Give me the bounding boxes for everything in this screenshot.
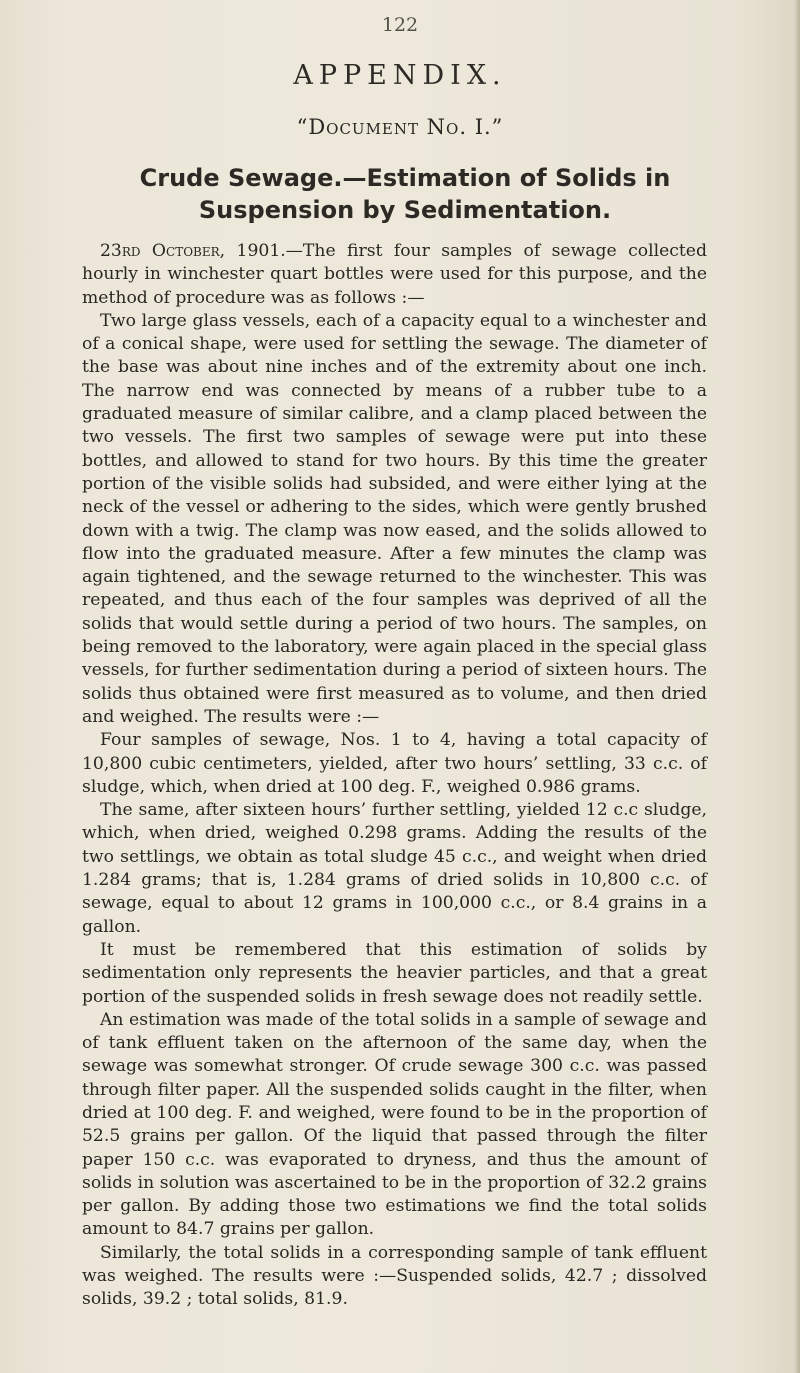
date-lead: 23rd October, 1901.	[100, 241, 286, 261]
paragraph-5: It must be remembered that this estimation of solids by sedimentation only represents the heavier particles, and that a great portion of the suspended solids in fresh sewage does not readily settle.	[82, 939, 707, 1007]
paragraph-1	[82, 240, 707, 310]
page-number: 122	[381, 14, 419, 36]
paragraph-2: Two large glass vessels, each of a capacity equal to a winchester and of a conical shape, were used for settling the sewage. The diameter of the base was about nine inches and of the extremity about one inch. The narrow end was connected by means of a rubber tube to a graduated measure of similar calibre, and a clamp placed between the two vessels. The first two samples of sewage were put into these bottles, and allowed to stand for two hours. By this time the greater portion of the visible solids had subsided, and were either lying at the neck of the vessel or adhering to the sides, which were gently brushed down with a twig. The clamp was now eased, and the solids allowed to flow into the graduated measure. After a few minutes the clamp was again tightened, and the sewage returned to the winchester. This was repeated, and thus each of the four samples was deprived of all the solids that would settle during a period of two hours. The samples, on being removed to the laboratory, were again placed in the special glass vessels, for further sedimentation during a period of sixteen hours. The solids thus obtained were first measured as to volume, and then dried and weighed. The results were :—	[82, 310, 707, 727]
body-text	[82, 240, 707, 1312]
section-title: Crude Sewage.—Estimation of Solids in Suspension by Sedimentation.	[139, 164, 671, 224]
appendix-heading: APPENDIX.	[293, 60, 507, 91]
paragraph-7: Similarly, the total solids in a corresponding sample of tank effluent was weighed. The results were :—Suspended solids, 42.7 ; dissolved solids, 39.2 ; total solids, 81.9.	[82, 1242, 707, 1310]
paragraph-3: Four samples of sewage, Nos. 1 to 4, having a total capacity of 10,800 cubic centimeters, yielded, after two hours’ settling, 33 c.c. of sludge, which, when dried at 100 deg. F., weighed 0.986 grams.	[82, 730, 707, 797]
paragraph-1-text: —The first four samples of sewage collected hourly in winchester quart bottles were used for this purpose, and the method of procedure was as follows :—	[82, 241, 707, 308]
document-label: “Document No. I.”	[296, 115, 504, 139]
paragraph-4: The same, after sixteen hours’ further settling, yielded 12 c.c sludge, which, when dried, weighed 0.298 grams. Adding the results of the two settlings, we obtain as total sludge 45 c.c., and weight when dried 1.284 grams; that is, 1.284 grams of dried solids in 10,800 c.c. of sewage, equal to about 12 grams in 100,000 c.c., or 8.4 grains in a gallon.	[82, 800, 707, 937]
paragraph-6: An estimation was made of the total solids in a sample of sewage and of tank effluent taken on the afternoon of the same day, when the sewage was somewhat stronger. Of crude sewage 300 c.c. was passed through filter paper. All the suspended solids caught in the filter, when dried at 100 deg. F. and weighed, were found to be in the proportion of 52.5 grains per gallon. Of the liquid that passed through the filter paper 150 c.c. was evaporated to dryness, and thus the amount of solids in solution was ascertained to be in the proportion of 32.2 grains per gallon. By adding those two estimations we find the total solids amount to 84.7 grains per gallon.	[82, 1009, 707, 1240]
page-edge-shadow	[794, 0, 800, 1373]
